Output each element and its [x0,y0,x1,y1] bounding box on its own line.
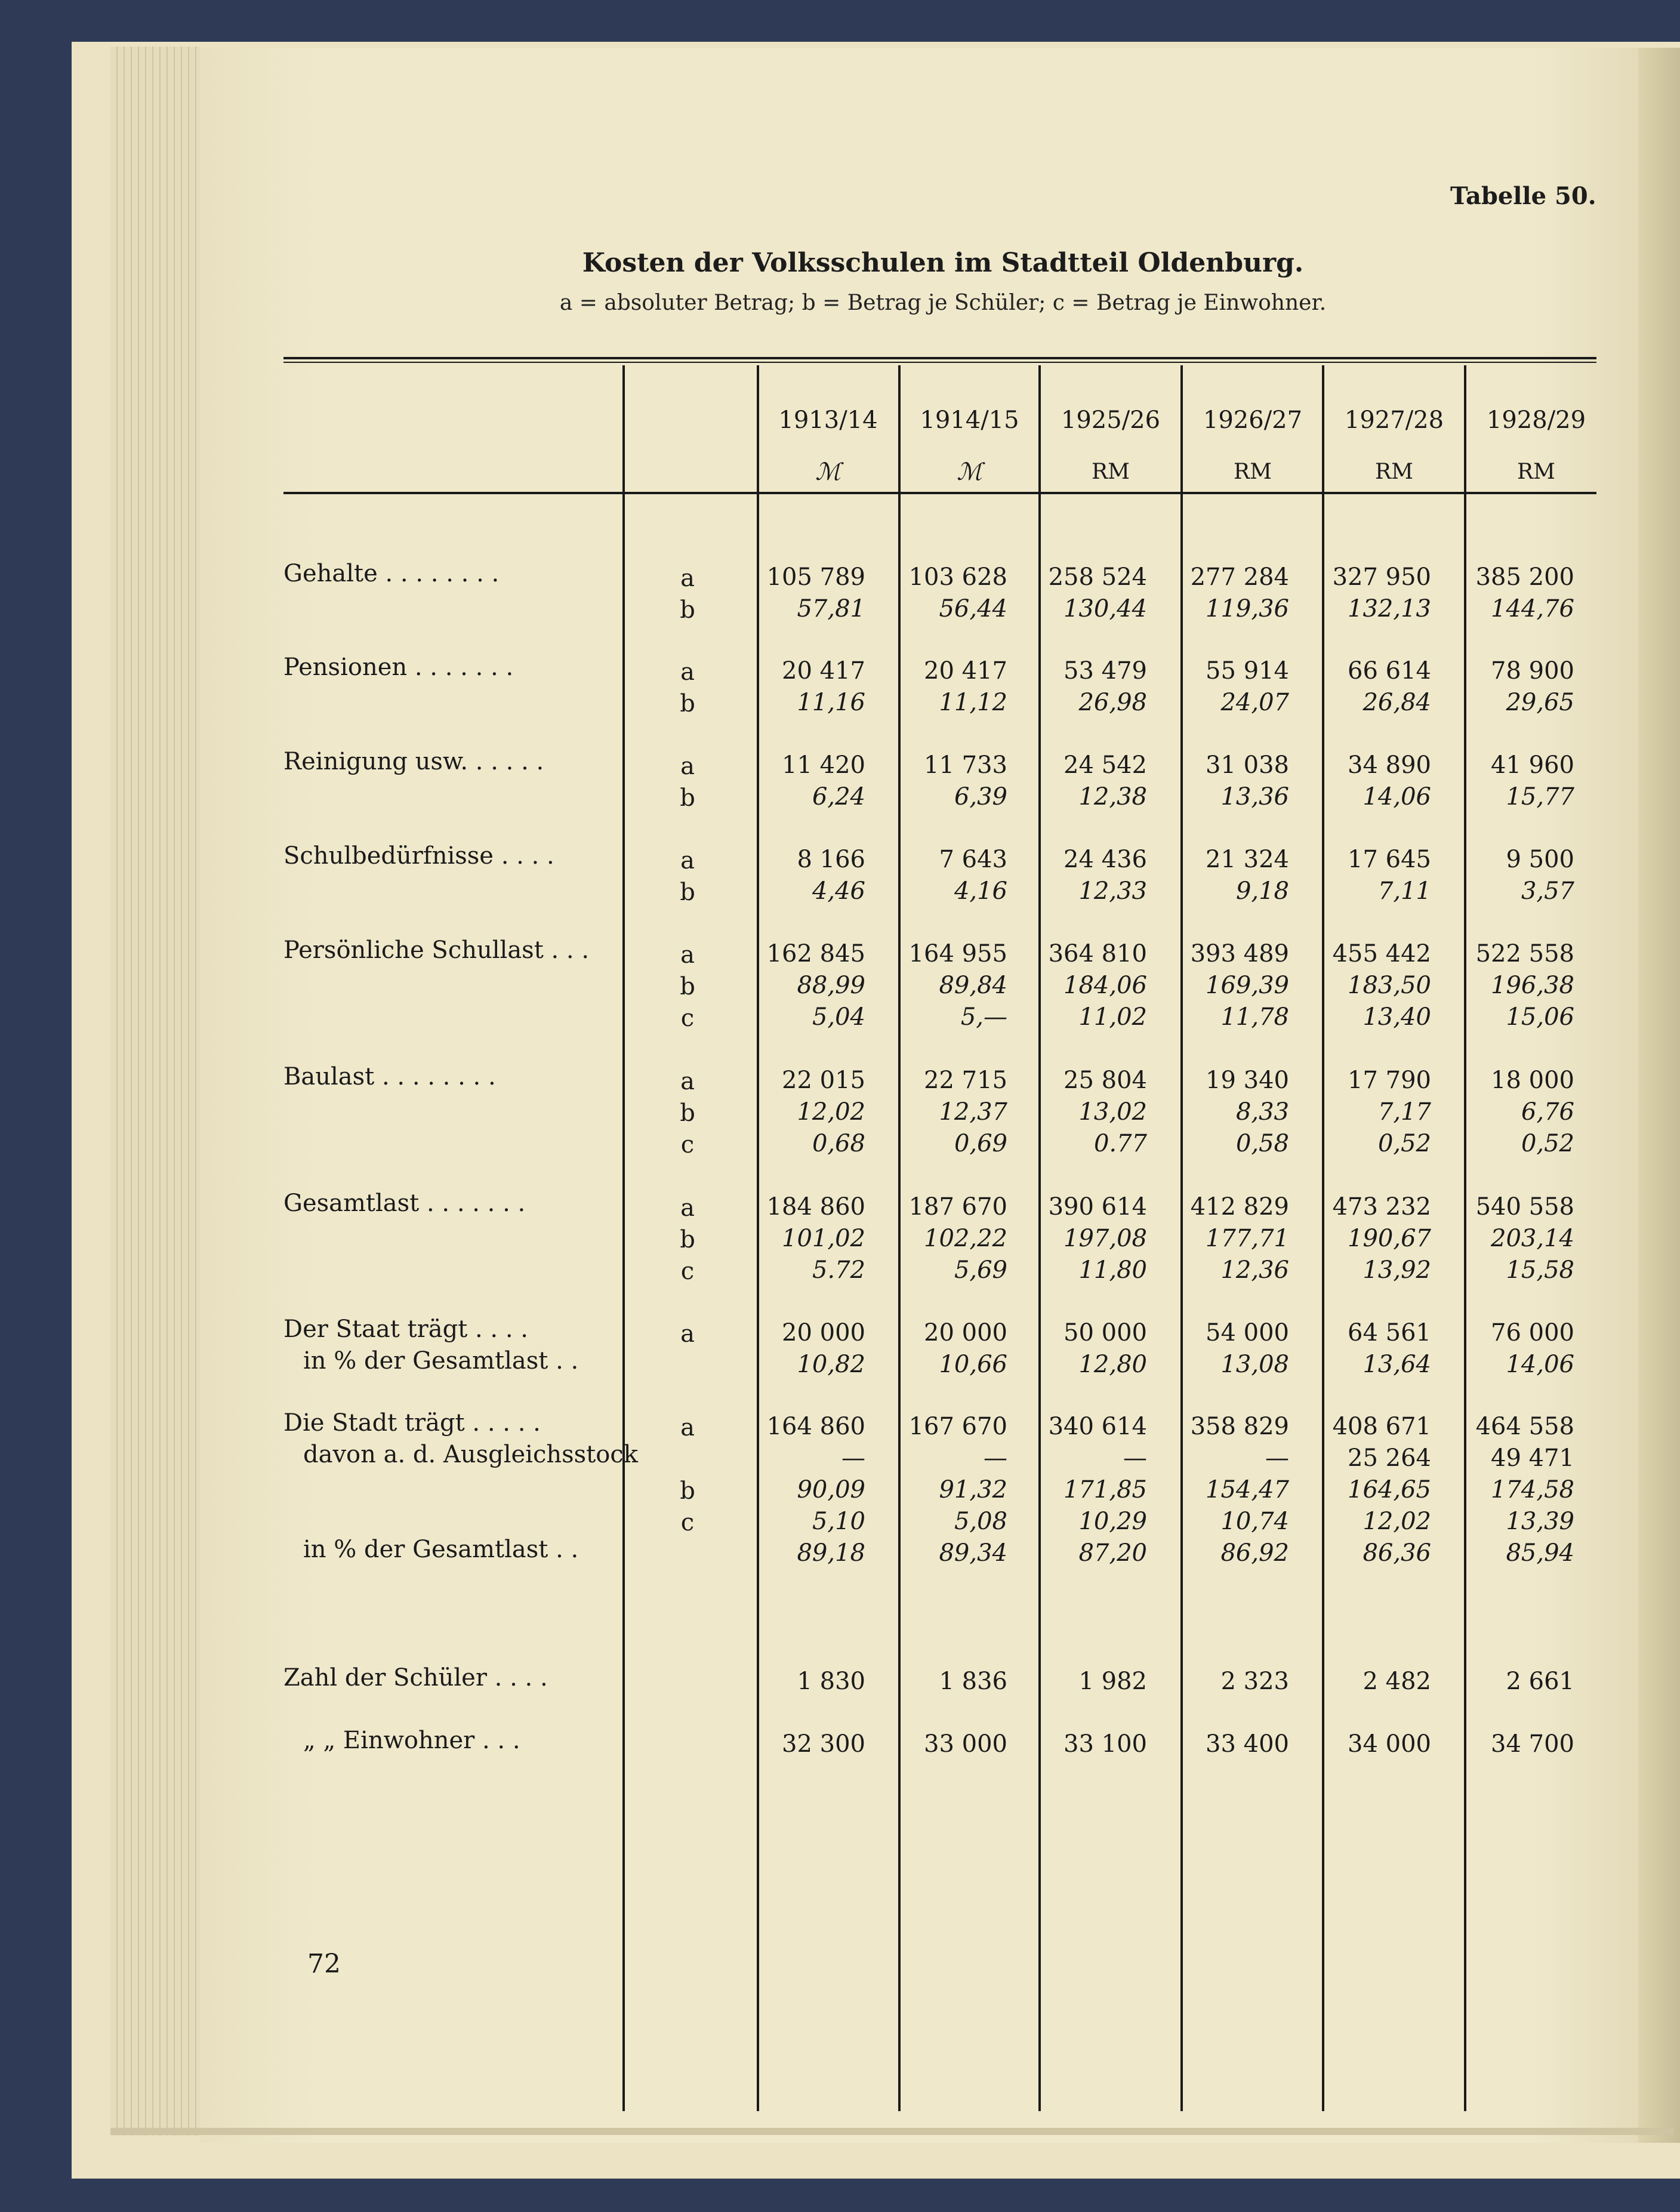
table-cell: 144,76 [1491,595,1574,623]
table-cell: 455 442 [1332,940,1431,968]
table-title: Kosten der Volksschulen im Stadtteil Oldenburg. [582,248,1304,278]
row-sub-key: a [680,753,695,780]
table-cell: 196,38 [1491,972,1574,999]
table-cell: 187 670 [908,1193,1007,1221]
table-cell: 522 558 [1475,940,1574,968]
table-cell: 197,08 [1064,1225,1147,1252]
table-cell: 5.72 [812,1256,865,1284]
table-cell: 6,24 [812,783,865,811]
table-cell: 169,39 [1206,972,1289,999]
table-cell: 33 100 [1064,1730,1147,1758]
table-cell: 91,32 [939,1476,1007,1504]
table-cell: 0,58 [1235,1130,1289,1157]
column-unit-5: RM [1375,460,1413,484]
table-cell: 177,71 [1206,1225,1289,1252]
row-sub-key: b [680,1226,695,1253]
table-cell: 0,69 [954,1130,1007,1157]
row-label: Baulast . . . . . . . . [283,1063,496,1090]
table-cell: 12,36 [1220,1256,1289,1284]
table-cell: 11,80 [1078,1256,1147,1284]
table-cell: 29,65 [1506,689,1574,716]
table-cell: 4,16 [954,877,1007,905]
row-label: Die Stadt trägt . . . . . [283,1409,541,1437]
row-label: Gehalte . . . . . . . . [283,560,500,587]
table-cell: 86,92 [1220,1539,1289,1567]
table-cell: 1 836 [939,1668,1007,1695]
table-cell: 258 524 [1048,563,1147,591]
row-sub-key: c [680,1131,695,1159]
table-cell: 90,09 [797,1476,865,1504]
page-number: 72 [307,1949,341,1979]
table-cell: 11,78 [1220,1003,1289,1031]
row-label: Gesamtlast . . . . . . . [283,1190,526,1217]
table-cell: 66 614 [1348,657,1431,685]
table-cell: 32 300 [782,1730,865,1758]
table-cell: 33 000 [924,1730,1007,1758]
table-cell: 20 417 [924,657,1007,685]
table-cell: 119,36 [1206,595,1289,623]
table-cell: 408 671 [1332,1413,1431,1440]
row-sub-key: a [680,1068,695,1095]
page-bottom-edge [110,2128,1674,2135]
column-unit-4: RM [1234,460,1272,484]
table-cell: 34 000 [1348,1730,1431,1758]
table-cell: 103 628 [908,563,1007,591]
table-cell: 164 955 [908,940,1007,968]
column-unit-1: ℳ [815,458,841,486]
row-sub-key: b [680,784,695,812]
table-cell: 5,08 [954,1508,1007,1535]
table-cell: 132,13 [1348,595,1431,623]
table-cell: 340 614 [1048,1413,1147,1440]
row-sub-key: c [680,1258,695,1285]
table-cell: 9 500 [1506,846,1574,873]
column-unit-2: ℳ [957,458,982,486]
table-cell: 412 829 [1190,1193,1289,1221]
table-cell: 164 860 [766,1413,865,1440]
table-cell: 184,06 [1064,972,1147,999]
table-cell: 87,20 [1078,1539,1147,1567]
table-cell: 5,— [960,1003,1007,1031]
table-cell: 5,69 [954,1256,1007,1284]
table-cell: 12,80 [1078,1351,1147,1378]
row-label: Pensionen . . . . . . . [283,654,514,681]
table-cell: 174,58 [1491,1476,1574,1504]
table-cell: 464 558 [1475,1413,1574,1440]
table-cell: 11 733 [924,751,1007,779]
table-cell: 17 645 [1348,846,1431,873]
table-cell: 34 890 [1348,751,1431,779]
column-year-4: 1926/27 [1203,406,1303,434]
table-cell: 6,76 [1521,1098,1574,1126]
table-cell: 21 324 [1206,846,1289,873]
table-cell: 7 643 [939,846,1007,873]
table-cell: 9,18 [1235,877,1289,905]
row-sub-key: c [680,1509,695,1536]
row-sub-key: b [680,690,695,717]
column-year-3: 1925/26 [1061,406,1161,434]
row-label: Reinigung usw. . . . . . [283,748,544,775]
table-cell: 0,52 [1377,1130,1431,1157]
table-cell: 358 829 [1190,1413,1289,1440]
page-edges [110,47,200,2136]
table-cell: 11,12 [939,689,1007,716]
row-sub-key: a [680,1414,695,1441]
row-sub-key: a [680,847,695,874]
table-cell: 17 790 [1348,1067,1431,1094]
row-sub-key: b [680,596,695,624]
row-sub-key: b [680,973,695,1000]
row-sub-key: c [680,1005,695,1032]
table-cell: 5,04 [812,1003,865,1031]
table-cell: 41 960 [1491,751,1574,779]
table-cell: 24 542 [1064,751,1147,779]
table-cell: 171,85 [1064,1476,1147,1504]
column-year-6: 1928/29 [1486,406,1586,434]
table-cell: 89,18 [797,1539,865,1567]
table-cell: 25 264 [1348,1444,1431,1472]
table-cell: 13,36 [1220,783,1289,811]
table-cell: 19 340 [1206,1067,1289,1094]
row-label: in % der Gesamtlast . . [303,1536,579,1563]
table-cell: 22 015 [782,1067,865,1094]
table-cell: 183,50 [1348,972,1431,999]
table-cell: 20 000 [782,1319,865,1347]
table-cell: 34 700 [1491,1730,1574,1758]
table-cell: 12,37 [939,1098,1007,1126]
column-unit-3: RM [1092,460,1130,484]
table-cell: 15,06 [1506,1003,1574,1031]
table-cell: 105 789 [766,563,865,591]
table-cell: 2 323 [1220,1668,1289,1695]
table-cell: 203,14 [1491,1225,1574,1252]
table-cell: 130,44 [1064,595,1147,623]
table-cell: 11,16 [797,689,865,716]
row-sub-key: b [680,1477,695,1505]
table-cell: 12,33 [1078,877,1147,905]
row-sub-key: b [680,879,695,906]
table-cell: — [984,1444,1007,1472]
table-cell: 25 804 [1064,1067,1147,1094]
row-label: Der Staat trägt . . . . [283,1316,528,1343]
table-cell: 89,84 [939,972,1007,999]
table-cell: 154,47 [1206,1476,1289,1504]
column-divider-label [622,365,625,2111]
table-cell: — [1123,1444,1147,1472]
table-cell: 8 166 [797,846,865,873]
row-sub-key: a [680,1320,695,1348]
table-header-rule [283,492,1596,494]
table-cell: 6,39 [954,783,1007,811]
row-label: Schulbedürfnisse . . . . [283,842,554,870]
table-cell: 20 000 [924,1319,1007,1347]
table-cell: 24,07 [1220,689,1289,716]
table-cell: 11,02 [1078,1003,1147,1031]
row-sub-key: a [680,565,695,592]
table-cell: 86,36 [1363,1539,1431,1567]
table-cell: 393 489 [1190,940,1289,968]
table-cell: 33 400 [1206,1730,1289,1758]
table-cell: 7,17 [1377,1098,1431,1126]
table-cell: 7,11 [1377,877,1431,905]
table-cell: 10,29 [1078,1508,1147,1535]
table-cell: 85,94 [1506,1539,1574,1567]
row-sub-key: a [680,941,695,969]
table-cell: 13,08 [1220,1351,1289,1378]
row-sub-key: a [680,1194,695,1222]
table-cell: 13,64 [1363,1351,1431,1378]
table-cell: 364 810 [1048,940,1147,968]
table-cell: 88,99 [797,972,865,999]
table-cell: 390 614 [1048,1193,1147,1221]
table-cell: 26,98 [1078,689,1147,716]
table-cell: 14,06 [1506,1351,1574,1378]
table-cell: 540 558 [1475,1193,1574,1221]
table-cell: 13,02 [1078,1098,1147,1126]
table-cell: 10,66 [939,1351,1007,1378]
row-label: Persönliche Schullast . . . [283,936,590,964]
table-cell: 56,44 [939,595,1007,623]
table-cell: 2 661 [1506,1668,1574,1695]
table-cell: 0,68 [812,1130,865,1157]
row-label: „ „ Einwohner . . . [303,1727,520,1754]
row-label: in % der Gesamtlast . . [303,1347,579,1375]
table-cell: 277 284 [1190,563,1289,591]
table-cell: 190,67 [1348,1225,1431,1252]
table-cell: 327 950 [1332,563,1431,591]
column-year-2: 1914/15 [920,406,1019,434]
table-cell: 12,02 [797,1098,865,1126]
table-cell: 13,92 [1363,1256,1431,1284]
table-cell: 22 715 [924,1067,1007,1094]
table-cell: 50 000 [1064,1319,1147,1347]
table-cell: 76 000 [1491,1319,1574,1347]
table-cell: 49 471 [1491,1444,1574,1472]
table-cell: 13,39 [1506,1508,1574,1535]
table-cell: 1 982 [1078,1668,1147,1695]
table-cell: 31 038 [1206,751,1289,779]
table-cell: — [841,1444,865,1472]
table-cell: 14,06 [1363,783,1431,811]
table-cell: 11 420 [782,751,865,779]
table-top-rule-2 [283,362,1596,363]
table-cell: 15,77 [1506,783,1574,811]
table-cell: 20 417 [782,657,865,685]
column-year-5: 1927/28 [1344,406,1444,434]
table-cell: 89,34 [939,1539,1007,1567]
table-cell: 3,57 [1521,877,1574,905]
table-cell: 164,65 [1348,1476,1431,1504]
table-cell: 10,74 [1220,1508,1289,1535]
table-cell: 0,52 [1521,1130,1574,1157]
table-cell: 64 561 [1348,1319,1431,1347]
table-cell: 167 670 [908,1413,1007,1440]
table-cell: — [1265,1444,1289,1472]
table-cell: 2 482 [1363,1668,1431,1695]
table-cell: 473 232 [1332,1193,1431,1221]
row-sub-key: a [680,658,695,686]
table-cell: 0.77 [1093,1130,1147,1157]
table-top-rule [283,357,1596,359]
table-cell: 5,10 [812,1508,865,1535]
row-label: davon a. d. Ausgleichsstock [303,1441,638,1468]
table-cell: 26,84 [1363,689,1431,716]
column-unit-6: RM [1517,460,1555,484]
table-cell: 18 000 [1491,1067,1574,1094]
table-cell: 184 860 [766,1193,865,1221]
table-cell: 12,38 [1078,783,1147,811]
table-cell: 162 845 [766,940,865,968]
row-sub-key: b [680,1099,695,1127]
table-cell: 1 830 [797,1668,865,1695]
table-cell: 53 479 [1064,657,1147,685]
table-cell: 385 200 [1475,563,1574,591]
table-cell: 15,58 [1506,1256,1574,1284]
table-cell: 13,40 [1363,1003,1431,1031]
gutter [1638,48,1680,2143]
table-cell: 8,33 [1235,1098,1289,1126]
table-cell: 101,02 [782,1225,865,1252]
table-cell: 10,82 [797,1351,865,1378]
table-label: Tabelle 50. [1450,182,1596,210]
table-cell: 4,46 [812,877,865,905]
column-year-1: 1913/14 [778,406,878,434]
table-subtitle: a = absoluter Betrag; b = Betrag je Schüler; c = Betrag je Einwohner. [559,291,1327,315]
table-cell: 24 436 [1064,846,1147,873]
row-label: Zahl der Schüler . . . . [283,1664,548,1692]
table-cell: 78 900 [1491,657,1574,685]
table-cell: 54 000 [1206,1319,1289,1347]
table-cell: 12,02 [1363,1508,1431,1535]
table-cell: 102,22 [924,1225,1007,1252]
table-cell: 57,81 [797,595,865,623]
table-cell: 55 914 [1206,657,1289,685]
